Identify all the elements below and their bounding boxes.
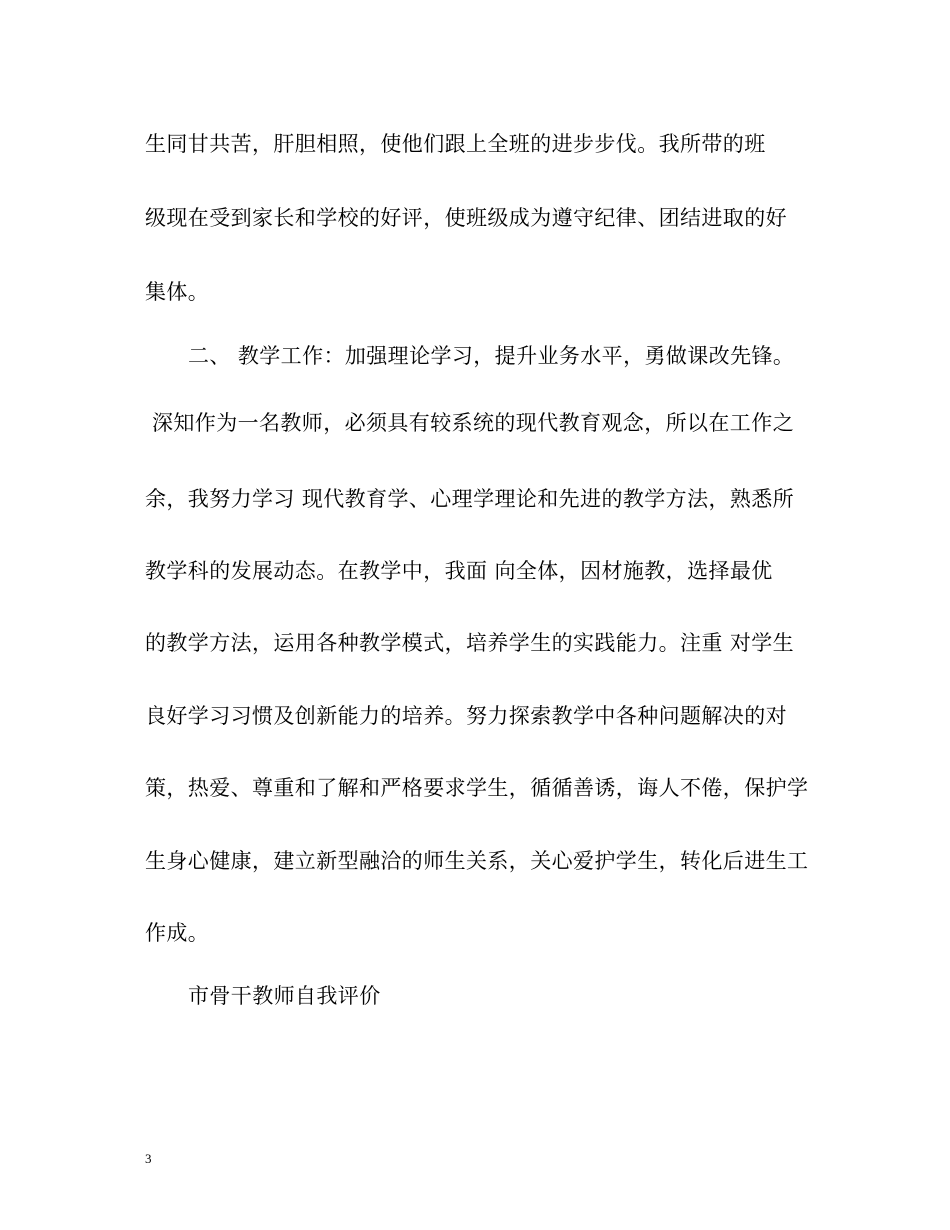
- body-text-line-1: 生同甘共苦，肝胆相照，使他们跟上全班的进步步伐。我所带的班: [145, 132, 766, 156]
- body-text-line-5: 深知作为一名教师，必须具有较系统的现代教育观念，所以在工作之: [152, 411, 794, 435]
- body-text-line-7: 教学科的发展动态。在教学中，我面 向全体，因材施教，选择最优: [145, 559, 773, 583]
- body-text-line-6: 余，我努力学习 现代教育学、心理学理论和先进的教学方法，熟悉所: [145, 487, 795, 511]
- closing-title: 市骨干教师自我评价: [188, 984, 381, 1008]
- body-text-line-8: 的教学方法，运用各种教学模式，培养学生的实践能力。注重 对学生: [145, 631, 795, 655]
- body-text-line-3: 集体。: [145, 280, 210, 304]
- body-text-line-2: 级现在受到家长和学校的好评，使班级成为遵守纪律、团结进取的好: [145, 206, 787, 230]
- section-heading-teaching-work: 二、 教学工作：加强理论学习，提升业务水平，勇做课改先锋。: [188, 344, 795, 368]
- page-number: 3: [145, 1151, 152, 1166]
- body-text-line-10: 策，热爱、尊重和了解和严格要求学生，循循善诱，诲人不倦，保护学: [145, 776, 809, 800]
- body-text-line-12: 作成。: [145, 921, 210, 945]
- body-text-line-9: 良好学习习惯及创新能力的培养。努力探索教学中各种问题解决的对: [145, 704, 787, 728]
- body-text-line-11: 生身心健康，建立新型融洽的师生关系，关心爱护学生，转化后进生工: [145, 849, 809, 873]
